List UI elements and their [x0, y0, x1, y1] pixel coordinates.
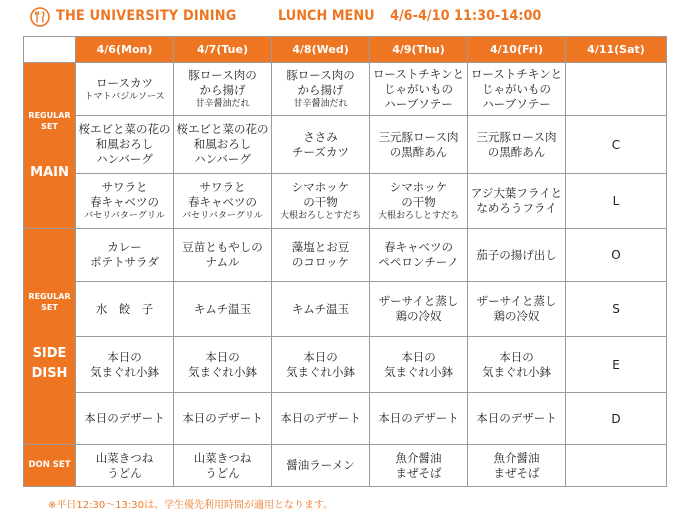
menu-item-line: 和風おろし [193, 137, 252, 151]
menu-date-range: 4/6-4/10 11:30-14:00 [390, 8, 542, 24]
category-label-small: SET [41, 302, 58, 312]
menu-item-line: 鶏の冷奴 [395, 309, 442, 323]
footnote: ※平日12:30〜13:30は、学生優先利用時間が適用となります。 [48, 500, 334, 511]
menu-item-line: 魚介醤油 [395, 450, 442, 465]
saturday-closed-letter: C [566, 116, 667, 174]
saturday-empty-cell [566, 63, 667, 116]
menu-item-cell [272, 445, 370, 487]
menu-item-cell [174, 63, 272, 116]
menu-item-cell [370, 282, 468, 337]
menu-row [24, 229, 667, 282]
menu-item-line: 茄子の揚げ出し [476, 247, 557, 262]
menu-item-line: 本日のデザート [378, 411, 459, 425]
menu-item-line: 魚介醤油 [493, 450, 540, 465]
menu-item-line: ローストチキンと [372, 66, 465, 81]
menu-item-line: 気まぐれ小鉢 [90, 364, 159, 379]
menu-item-cell [370, 337, 468, 393]
category-don-set [24, 445, 76, 487]
menu-item-line: 桜エビと菜の花の [78, 122, 171, 136]
menu-item-line: の黒酢あん [389, 144, 448, 159]
brand-name: THE UNIVERSITY DINING [56, 8, 237, 24]
menu-row [24, 116, 667, 174]
menu-item-line: 山菜きつね [193, 450, 252, 465]
menu-item-line: 本日のデザート [476, 411, 557, 425]
menu-item-line: シマホッケ [389, 180, 448, 194]
menu-item-line: の黒酢あん [487, 144, 546, 159]
menu-item-line: 豚ロース肉の [188, 68, 257, 82]
category-label-main: MAIN [30, 164, 69, 180]
menu-item-line: 和風おろし [95, 137, 154, 151]
day-header: 4/10(Fri) [468, 37, 566, 63]
menu-item-line: アジ大葉フライと [470, 186, 563, 200]
fork-knife-circle-icon [30, 7, 50, 27]
category-label-don: DON SET [28, 460, 71, 470]
menu-item-line: ザーサイと蒸し [476, 294, 557, 308]
menu-item-line: 本日のデザート [280, 411, 361, 425]
menu-item-line: のコロッケ [291, 255, 350, 269]
saturday-closed-letter: E [566, 337, 667, 393]
menu-item-line: の干物 [303, 195, 338, 209]
menu-item-cell [468, 393, 566, 445]
menu-item-line: 春キャベツの [384, 240, 453, 254]
menu-item-cell [272, 174, 370, 229]
menu-item-line: から揚げ [199, 83, 246, 97]
menu-item-cell [76, 116, 174, 174]
menu-item-cell [370, 445, 468, 487]
menu-item-line: ささみ [303, 129, 338, 144]
menu-item-line: 気まぐれ小鉢 [188, 364, 257, 379]
menu-item-line: ハンバーグ [194, 152, 251, 166]
menu-item-line: ポテトサラダ [90, 255, 159, 269]
menu-item-cell [468, 63, 566, 116]
menu-item-line: ペペロンチーノ [378, 255, 459, 269]
menu-item-line: まぜそば [395, 465, 442, 480]
category-label-small: REGULAR [28, 291, 71, 301]
menu-item-line: なめろうフライ [476, 201, 557, 215]
menu-item-line: 三元豚ロース肉 [476, 129, 557, 144]
menu-item-line: 甘辛醤油だれ [293, 99, 348, 109]
menu-item-line: 気まぐれ小鉢 [286, 364, 355, 379]
menu-item-cell [272, 282, 370, 337]
menu-item-cell [76, 445, 174, 487]
menu-header [0, 0, 685, 34]
menu-item-cell [468, 174, 566, 229]
menu-item-line: 大根おろしとすだち [377, 211, 459, 221]
menu-item-cell [76, 393, 174, 445]
menu-item-line: 本日のデザート [182, 411, 263, 425]
menu-row [24, 393, 667, 445]
day-header: 4/7(Tue) [174, 37, 272, 63]
menu-item-cell [370, 393, 468, 445]
menu-item-line: 気まぐれ小鉢 [384, 364, 453, 379]
menu-item-line: 気まぐれ小鉢 [482, 364, 551, 379]
menu-item-cell [174, 174, 272, 229]
menu-item-cell [76, 282, 174, 337]
saturday-closed-letter: S [566, 282, 667, 337]
menu-item-line: カレー [107, 240, 142, 254]
menu-item-line: サワラと [101, 180, 148, 194]
menu-item-line: 豆苗ともやしの [182, 240, 263, 254]
menu-item-line: チーズカツ [292, 144, 349, 159]
menu-item-cell [370, 229, 468, 282]
menu-item-cell [174, 116, 272, 174]
menu-item-line: 本日の [107, 349, 142, 364]
day-header: 4/6(Mon) [76, 37, 174, 63]
day-header-row [24, 37, 667, 63]
menu-item-cell [370, 174, 468, 229]
menu-item-cell [76, 63, 174, 116]
menu-item-line: 山菜きつね [95, 450, 154, 465]
menu-item-cell [468, 337, 566, 393]
saturday-closed-letter: O [566, 229, 667, 282]
menu-item-line: 大根おろしとすだち [279, 211, 361, 221]
menu-item-line: バセリバターグリル [182, 211, 263, 221]
menu-item-line: 醤油ラーメン [286, 458, 355, 472]
menu-item-line: シマホッケ [291, 180, 350, 194]
menu-item-cell [76, 174, 174, 229]
menu-item-line: ローストチキンと [470, 66, 563, 81]
menu-item-line: 本日のデザート [84, 411, 165, 425]
saturday-closed-letter: L [566, 174, 667, 229]
menu-item-line: キムチ温玉 [291, 301, 350, 316]
category-label-side: SIDE [32, 345, 67, 361]
menu-item-cell [174, 393, 272, 445]
saturday-closed-letter: D [566, 393, 667, 445]
menu-item-line: まぜそば [493, 465, 540, 480]
menu-row [24, 337, 667, 393]
menu-item-cell [272, 63, 370, 116]
menu-item-line: から揚げ [297, 83, 344, 97]
menu-item-cell [174, 229, 272, 282]
menu-item-line: 本日の [205, 349, 240, 364]
menu-item-line: ハンバーグ [96, 152, 153, 166]
menu-row [24, 282, 667, 337]
menu-item-cell [174, 282, 272, 337]
menu-item-line: 豚ロース肉の [286, 68, 355, 82]
menu-item-cell [468, 229, 566, 282]
menu-item-cell [76, 337, 174, 393]
menu-item-line: うどん [205, 465, 240, 480]
menu-item-cell [174, 337, 272, 393]
menu-item-line: 本日の [401, 349, 436, 364]
menu-item-cell [468, 116, 566, 174]
menu-item-line: キムチ温玉 [193, 301, 252, 316]
menu-item-cell [174, 445, 272, 487]
corner-cell [24, 37, 76, 63]
menu-item-line: ザーサイと蒸し [378, 294, 459, 308]
menu-row [24, 445, 667, 487]
menu-item-line: ナムル [205, 255, 240, 269]
menu-item-line: じゃがいもの [482, 81, 551, 96]
saturday-empty-cell [566, 445, 667, 487]
menu-item-cell [370, 116, 468, 174]
menu-item-line: 藻塩とお豆 [291, 240, 350, 254]
menu-item-line: 甘辛醤油だれ [195, 99, 250, 109]
menu-item-cell [272, 229, 370, 282]
menu-item-cell [370, 63, 468, 116]
day-header: 4/11(Sat) [566, 37, 667, 63]
menu-item-line: ハーブソテー [482, 96, 551, 111]
lunch-menu-table [23, 36, 667, 487]
menu-item-cell [272, 393, 370, 445]
menu-item-cell [76, 229, 174, 282]
menu-item-line: じゃがいもの [384, 81, 453, 96]
category-regular-side [24, 229, 76, 445]
day-header: 4/9(Thu) [370, 37, 468, 63]
menu-item-line: の干物 [401, 195, 436, 209]
menu-item-line: サワラと [199, 180, 246, 194]
menu-item-line: ロースカツ [96, 75, 153, 90]
menu-item-line: バセリバターグリル [84, 211, 165, 221]
menu-item-line: 三元豚ロース肉 [378, 129, 459, 144]
menu-item-line: 本日の [303, 349, 338, 364]
menu-item-line: うどん [107, 465, 142, 480]
category-label-small: SET [41, 121, 58, 131]
menu-item-line: 春キャベツの [188, 195, 257, 209]
menu-row [24, 63, 667, 116]
menu-item-line: ハーブソテー [384, 96, 453, 111]
category-regular-main [24, 63, 76, 229]
menu-row [24, 174, 667, 229]
menu-item-cell [272, 116, 370, 174]
menu-item-line: 春キャベツの [90, 195, 159, 209]
menu-item-cell [468, 445, 566, 487]
menu-item-line: 鶏の冷奴 [493, 309, 540, 323]
menu-item-cell [468, 282, 566, 337]
category-label-dish: DISH [31, 365, 68, 381]
day-header: 4/8(Wed) [272, 37, 370, 63]
menu-item-line: 本日の [499, 349, 534, 364]
menu-item-cell [272, 337, 370, 393]
category-label-small: REGULAR [28, 110, 71, 120]
menu-item-line: 桜エビと菜の花の [176, 122, 269, 136]
menu-item-line: 水 餃 子 [95, 301, 154, 316]
menu-title: LUNCH MENU [278, 8, 375, 24]
menu-item-line: トマトバジルソース [84, 91, 165, 102]
